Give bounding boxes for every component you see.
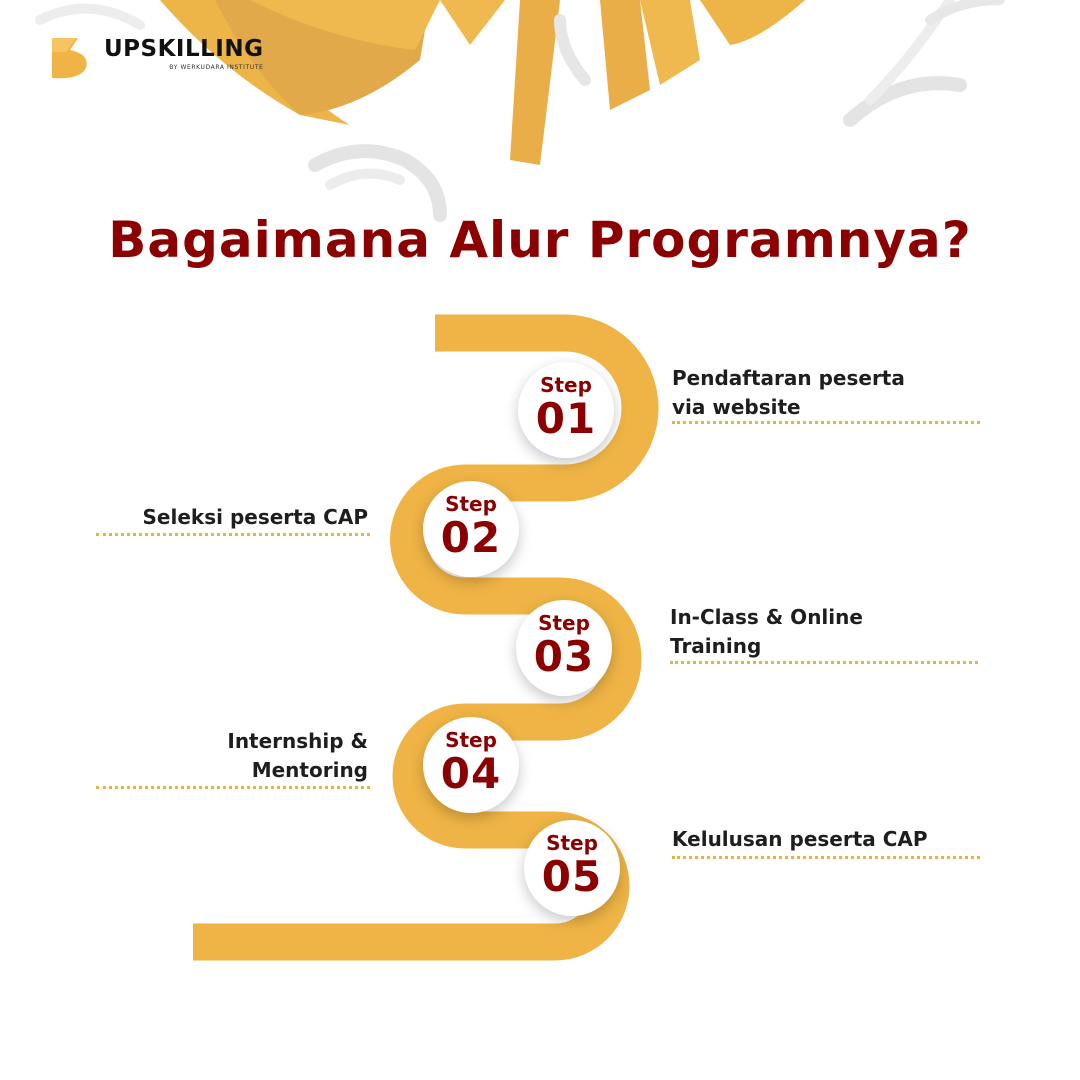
step-word: Step — [546, 831, 598, 855]
step-badge-04 — [423, 717, 519, 813]
step-label-line: Training — [670, 634, 762, 658]
step-number: 02 — [440, 513, 502, 562]
step-number: 04 — [440, 749, 502, 798]
step-number: 01 — [535, 394, 597, 443]
step-badge-05 — [524, 820, 620, 916]
step-number: 05 — [541, 852, 603, 901]
step-divider-04 — [96, 786, 370, 789]
step-label-03 — [670, 603, 863, 661]
step-number: 03 — [533, 632, 595, 681]
page-title: Bagaimana Alur Programnya? — [108, 211, 972, 269]
step-label-line: Kelulusan peserta CAP — [672, 827, 928, 851]
step-word: Step — [445, 728, 497, 752]
step-label-01 — [672, 364, 905, 422]
step-label-line: Pendaftaran peserta — [672, 366, 905, 390]
step-divider-02 — [96, 533, 370, 536]
step-divider-05 — [672, 856, 980, 859]
step-divider-03 — [670, 661, 978, 664]
step-divider-01 — [672, 421, 980, 424]
step-label-line: In-Class & Online — [670, 605, 863, 629]
step-label-05 — [672, 825, 928, 854]
step-label-line: Internship & — [227, 729, 368, 753]
step-label-line: via website — [672, 395, 801, 419]
step-badge-02 — [423, 481, 519, 577]
step-word: Step — [445, 492, 497, 516]
step-label-line: Seleksi peserta CAP — [142, 505, 368, 529]
step-label-04 — [96, 727, 368, 785]
step-label-02 — [96, 503, 368, 532]
brand-name: UPSKILLING — [104, 36, 264, 62]
step-word: Step — [538, 611, 590, 635]
brand-tagline: BY WERKUDARA INSTITUTE — [169, 64, 264, 71]
step-label-line: Mentoring — [251, 758, 368, 782]
step-badge-01 — [518, 362, 614, 458]
step-badge-03 — [516, 600, 612, 696]
step-word: Step — [540, 373, 592, 397]
